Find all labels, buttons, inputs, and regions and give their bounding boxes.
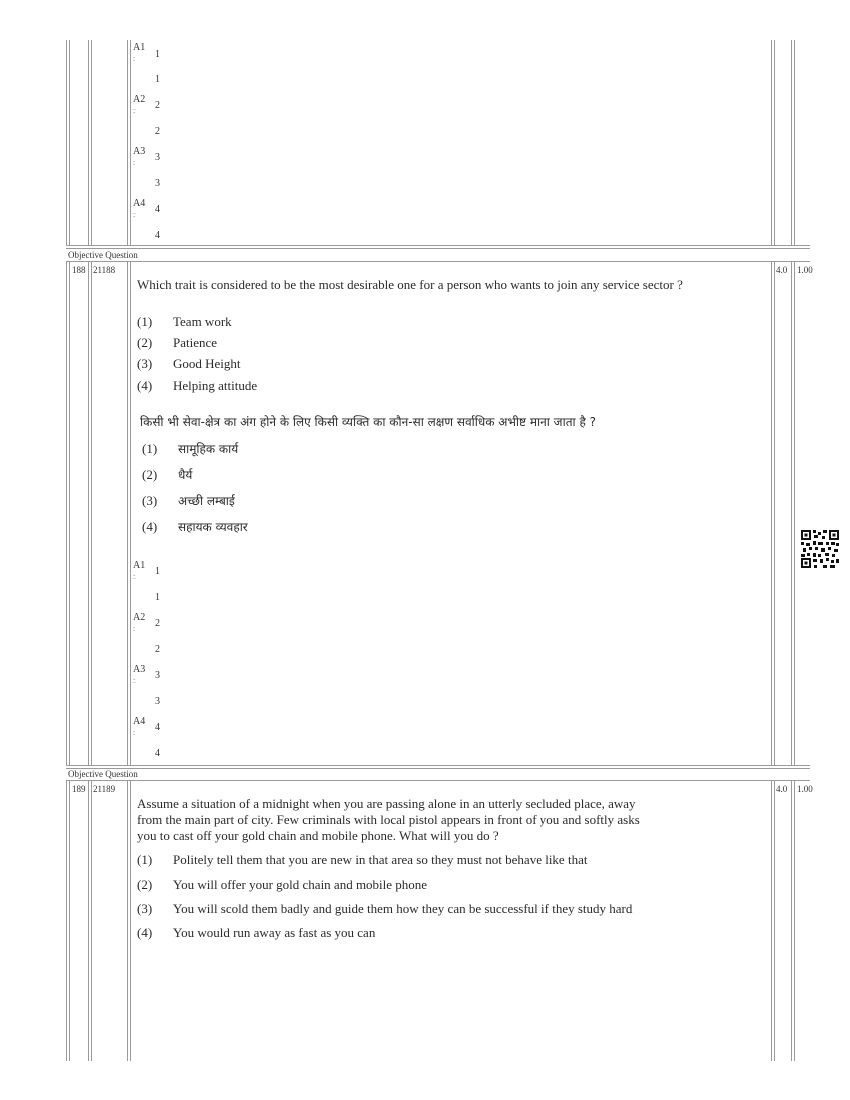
section-label: Objective Question: [68, 769, 138, 779]
q189-col-line: [66, 781, 67, 1061]
col-divider-5: [771, 40, 772, 245]
q188-col-line: [91, 262, 92, 765]
row-border: [66, 765, 810, 766]
question-text-hi: किसी भी सेवा-क्षेत्र का अंग होने के लिए किसी व्यक्ति का कौन-सा लक्षण सर्वाधिक अभीष्ट माना जाता है ?: [140, 415, 597, 429]
col-divider-6: [774, 40, 775, 245]
answer-sub: 2: [155, 644, 160, 655]
answer-colon: :: [133, 728, 136, 737]
q188-col-line: [130, 262, 131, 765]
answer-label: A2: [133, 94, 146, 105]
answer-colon: :: [133, 210, 136, 219]
row-border: [66, 248, 810, 249]
table-border-left: [66, 40, 67, 245]
answer-label: A2: [133, 612, 146, 623]
option-en: (4) You would run away as fast as you can: [137, 925, 376, 940]
q189-col-line: [127, 781, 128, 1061]
q188-col-line: [794, 262, 795, 765]
answer-sub: 3: [155, 178, 160, 189]
answer-value: 4: [155, 204, 160, 215]
question-marks: 4.0: [776, 784, 788, 794]
answer-colon: :: [133, 54, 136, 63]
q188-col-line: [88, 262, 89, 765]
q189-col-line: [794, 781, 795, 1061]
option-en: (3) Good Height: [137, 356, 241, 371]
q188-col-line: [69, 262, 70, 765]
option-en: (3) You will scold them badly and guide them how they can be successful if they study hard: [137, 901, 633, 916]
question-negative-marks: 1.00: [797, 265, 813, 275]
answer-label: A1: [133, 42, 146, 53]
answer-value: 2: [155, 618, 160, 629]
col-divider-4: [130, 40, 131, 245]
answer-value: 1: [155, 49, 160, 60]
option-hi: (4) सहायक व्यवहार: [142, 519, 248, 534]
col-divider-2: [91, 40, 92, 245]
question-marks: 4.0: [776, 265, 788, 275]
answer-colon: :: [133, 676, 136, 685]
answer-value: 1: [155, 566, 160, 577]
answer-sub: 3: [155, 696, 160, 707]
option-en: (2) Patience: [137, 335, 218, 350]
answer-colon: :: [133, 572, 136, 581]
answer-label: A3: [133, 664, 146, 675]
q189-col-line: [69, 781, 70, 1061]
answer-label: A4: [133, 716, 146, 727]
answer-label: A3: [133, 146, 146, 157]
question-text-line: from the main part of city. Few criminals with local pistol appears in front of you and softly asks: [137, 812, 640, 827]
section-label: Objective Question: [68, 250, 138, 260]
q189-col-line: [130, 781, 131, 1061]
q188-col-line: [66, 262, 67, 765]
col-divider-7: [791, 40, 792, 245]
question-serial: 188: [72, 265, 86, 275]
option-en: (4) Helping attitude: [137, 378, 258, 393]
option-hi: (2) धैर्य: [142, 467, 193, 482]
q188-col-line: [771, 262, 772, 765]
col-divider-3: [127, 40, 128, 245]
option-hi: (3) अच्छी लम्बाई: [142, 493, 235, 508]
answer-colon: :: [133, 158, 136, 167]
answer-value: 2: [155, 100, 160, 111]
q189-col-line: [791, 781, 792, 1061]
answer-sub: 4: [155, 748, 160, 759]
question-serial: 189: [72, 784, 86, 794]
qr-code: [801, 530, 839, 568]
answer-label: A4: [133, 198, 146, 209]
table-border-left-2: [69, 40, 70, 245]
q188-col-line: [774, 262, 775, 765]
q188-col-line: [127, 262, 128, 765]
col-divider-8: [794, 40, 795, 245]
answer-value: 4: [155, 722, 160, 733]
question-id: 21189: [93, 784, 116, 794]
option-en: (1) Politely tell them that you are new in that area so they must not behave like that: [137, 852, 588, 867]
option-en: (1) Team work: [137, 314, 232, 329]
col-divider-1: [88, 40, 89, 245]
answer-sub: 2: [155, 126, 160, 137]
row-border: [66, 261, 810, 262]
question-id: 21188: [93, 265, 116, 275]
q189-col-line: [91, 781, 92, 1061]
answer-sub: 4: [155, 230, 160, 241]
answer-colon: :: [133, 624, 136, 633]
row-border: [66, 780, 810, 781]
answer-sub: 1: [155, 592, 160, 603]
q188-col-line: [791, 262, 792, 765]
answer-sub: 1: [155, 74, 160, 85]
answer-value: 3: [155, 152, 160, 163]
answer-value: 3: [155, 670, 160, 681]
option-hi: (1) सामूहिक कार्य: [142, 441, 239, 456]
question-negative-marks: 1.00: [797, 784, 813, 794]
question-text-line: Assume a situation of a midnight when you are passing alone in an utterly secluded place, away: [137, 796, 636, 811]
answer-label: A1: [133, 560, 146, 571]
question-text-line: you to cast off your gold chain and mobile phone. What will you do ?: [137, 828, 499, 843]
q189-col-line: [774, 781, 775, 1061]
q189-col-line: [88, 781, 89, 1061]
option-en: (2) You will offer your gold chain and mobile phone: [137, 877, 428, 892]
q189-col-line: [771, 781, 772, 1061]
question-text-en: Which trait is considered to be the most desirable one for a person who wants to join any service sector ?: [137, 277, 683, 292]
answer-colon: :: [133, 106, 136, 115]
row-border: [66, 245, 810, 246]
row-border: [66, 768, 810, 769]
